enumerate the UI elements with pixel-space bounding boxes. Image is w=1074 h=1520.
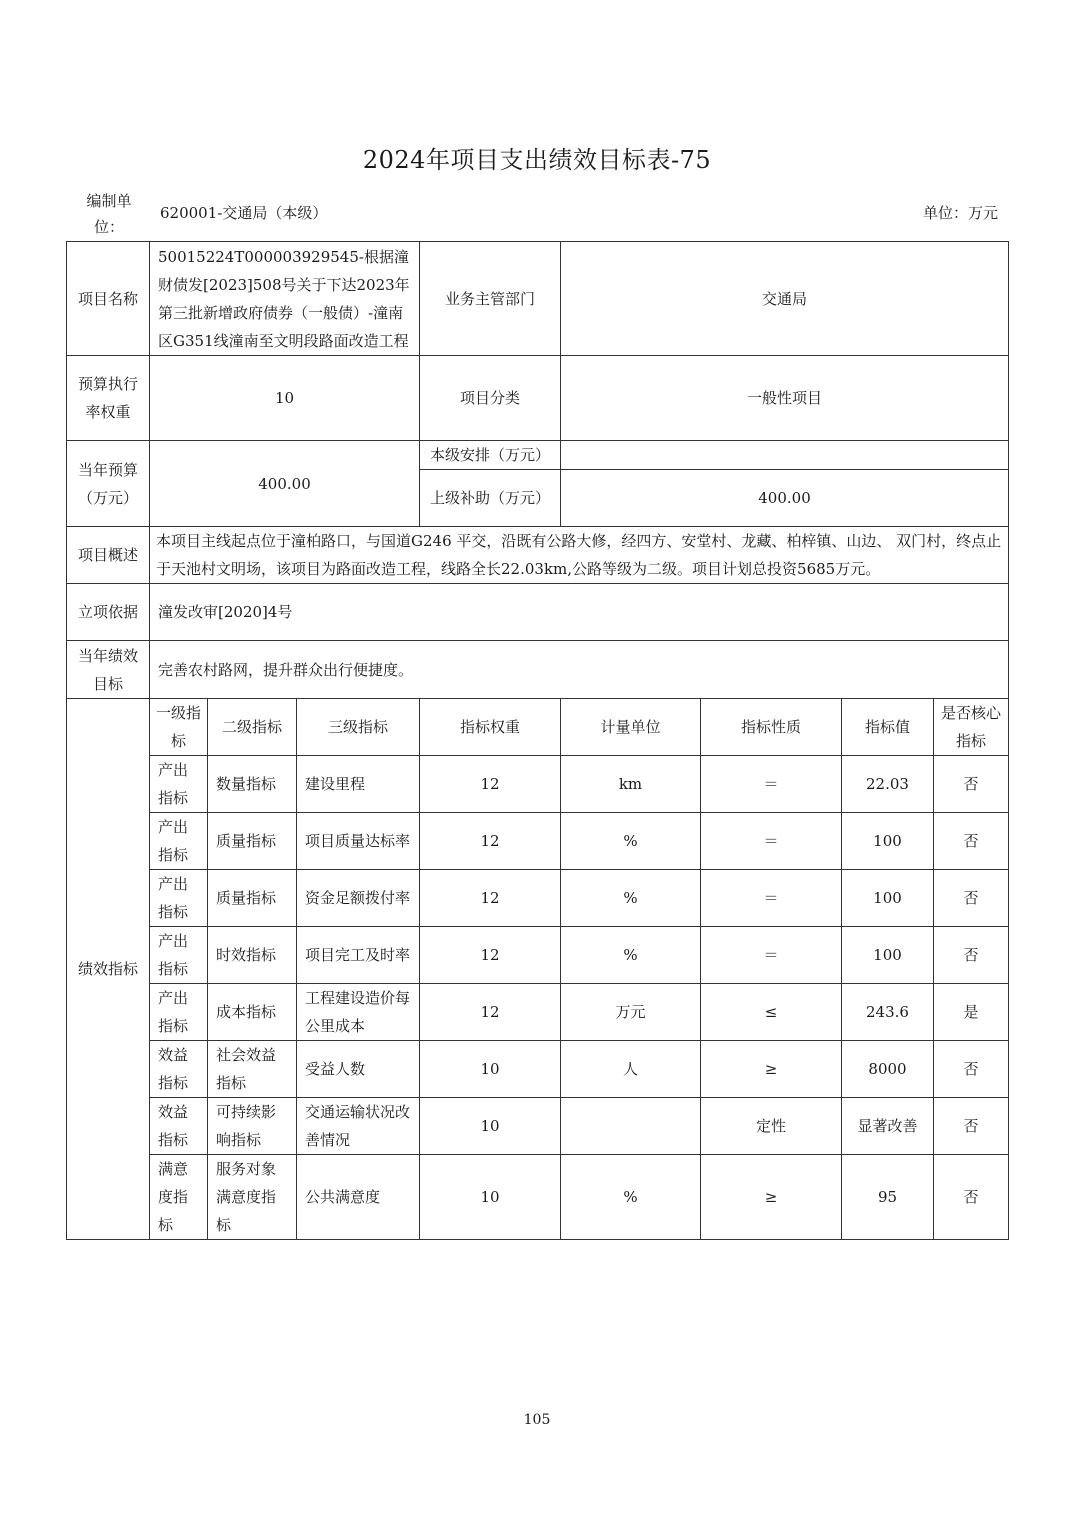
indicator-value: 243.6 (842, 984, 934, 1041)
indicator-l3: 资金足额拨付率 (297, 870, 420, 927)
indicator-value: 95 (842, 1155, 934, 1240)
dept-label: 业务主管部门 (420, 242, 561, 356)
indicator-header: 一级指标 (150, 699, 208, 756)
basis-label: 立项依据 (67, 584, 150, 641)
indicator-l3: 建设里程 (297, 756, 420, 813)
indicator-l1: 产出指标 (150, 870, 208, 927)
indicator-nature: ＝ (701, 813, 842, 870)
indicator-l3: 交通运输状况改善情况 (297, 1098, 420, 1155)
table-row (67, 927, 1009, 984)
indicators-section-label: 绩效指标 (67, 699, 150, 1240)
local-value (561, 441, 1009, 470)
indicator-value: 8000 (842, 1041, 934, 1098)
indicator-header: 指标性质 (701, 699, 842, 756)
indicator-nature: ＝ (701, 756, 842, 813)
indicator-l2: 服务对象满意度指标 (208, 1155, 297, 1240)
indicator-weight: 12 (420, 813, 561, 870)
indicator-core: 否 (934, 927, 1009, 984)
table-row (67, 756, 1009, 813)
goal-label: 当年绩效目标 (67, 641, 150, 699)
indicator-nature: ＝ (701, 870, 842, 927)
compile-unit-value: 620001-交通局（本级） (160, 204, 328, 222)
indicator-weight: 12 (420, 927, 561, 984)
budget-label: 当年预算（万元） (67, 441, 150, 527)
table-row (67, 870, 1009, 927)
indicator-header: 指标权重 (420, 699, 561, 756)
indicator-nature: ≤ (701, 984, 842, 1041)
indicator-weight: 12 (420, 870, 561, 927)
project-name-label: 项目名称 (67, 242, 150, 356)
table-row (67, 1155, 1009, 1240)
indicator-l2: 质量指标 (208, 813, 297, 870)
page-title: 2024年项目支出绩效目标表-75 (362, 146, 712, 174)
indicator-l2: 成本指标 (208, 984, 297, 1041)
indicator-l3: 受益人数 (297, 1041, 420, 1098)
indicator-unit: % (561, 870, 701, 927)
indicator-header: 三级指标 (297, 699, 420, 756)
indicator-value: 100 (842, 927, 934, 984)
category-value: 一般性项目 (561, 356, 1009, 441)
compile-unit-label: 编制单位： (86, 192, 132, 236)
page-number: 105 (523, 1412, 551, 1428)
indicator-header: 是否核心指标 (934, 699, 1009, 756)
indicator-weight: 10 (420, 1041, 561, 1098)
indicator-unit: km (561, 756, 701, 813)
indicator-unit: 万元 (561, 984, 701, 1041)
indicator-l1: 效益指标 (150, 1041, 208, 1098)
indicator-core: 否 (934, 1155, 1009, 1240)
indicator-core: 否 (934, 1041, 1009, 1098)
indicator-nature: ≥ (701, 1041, 842, 1098)
indicator-l2: 数量指标 (208, 756, 297, 813)
indicator-unit: % (561, 927, 701, 984)
indicator-l3: 公共满意度 (297, 1155, 420, 1240)
indicator-l3: 工程建设造价每公里成本 (297, 984, 420, 1041)
indicator-nature: ＝ (701, 927, 842, 984)
upper-value: 400.00 (561, 470, 1009, 527)
indicator-value: 100 (842, 870, 934, 927)
basis-value: 潼发改审[2020]4号 (150, 584, 1009, 641)
weight-label: 预算执行率权重 (67, 356, 150, 441)
indicator-weight: 10 (420, 1098, 561, 1155)
indicator-l1: 满意度指标 (150, 1155, 208, 1240)
indicator-l2: 时效指标 (208, 927, 297, 984)
indicator-l1: 产出指标 (150, 984, 208, 1041)
indicator-unit (561, 1098, 701, 1155)
performance-table (66, 241, 1009, 1240)
indicator-nature: 定性 (701, 1098, 842, 1155)
indicator-l1: 产出指标 (150, 813, 208, 870)
indicator-unit: % (561, 813, 701, 870)
indicator-weight: 12 (420, 984, 561, 1041)
indicator-l3: 项目质量达标率 (297, 813, 420, 870)
indicator-l2: 社会效益指标 (208, 1041, 297, 1098)
local-label: 本级安排（万元） (420, 441, 561, 470)
indicator-unit: 人 (561, 1041, 701, 1098)
indicator-core: 否 (934, 813, 1009, 870)
indicator-nature: ≥ (701, 1155, 842, 1240)
indicator-l2: 可持续影响指标 (208, 1098, 297, 1155)
project-name: 50015224T000003929545-根据潼财债发[2023]508号关于下达2023年第三批新增政府债券（一般债）-潼南区G351线潼南至文明段路面改造工程 (150, 242, 420, 356)
indicator-value: 显著改善 (842, 1098, 934, 1155)
indicator-header: 计量单位 (561, 699, 701, 756)
indicator-l3: 项目完工及时率 (297, 927, 420, 984)
table-row (67, 984, 1009, 1041)
indicator-header: 指标值 (842, 699, 934, 756)
indicator-core: 否 (934, 870, 1009, 927)
indicator-weight: 10 (420, 1155, 561, 1240)
indicator-l1: 产出指标 (150, 756, 208, 813)
indicator-core: 否 (934, 1098, 1009, 1155)
indicator-value: 100 (842, 813, 934, 870)
indicator-value: 22.03 (842, 756, 934, 813)
indicator-header: 二级指标 (208, 699, 297, 756)
indicator-core: 否 (934, 756, 1009, 813)
indicator-l2: 质量指标 (208, 870, 297, 927)
indicator-unit: % (561, 1155, 701, 1240)
indicator-l1: 效益指标 (150, 1098, 208, 1155)
weight-value: 10 (150, 356, 420, 441)
indicator-weight: 12 (420, 756, 561, 813)
overview-label: 项目概述 (67, 527, 150, 584)
goal-value: 完善农村路网，提升群众出行便捷度。 (150, 641, 1009, 699)
dept-value: 交通局 (561, 242, 1009, 356)
budget-value: 400.00 (150, 441, 420, 527)
category-label: 项目分类 (420, 356, 561, 441)
table-row (67, 813, 1009, 870)
table-row (67, 1098, 1009, 1155)
indicator-core: 是 (934, 984, 1009, 1041)
table-row (67, 1041, 1009, 1098)
indicator-l1: 产出指标 (150, 927, 208, 984)
overview-value: 本项目主线起点位于潼柏路口，与国道G246 平交，沿既有公路大修，经四方、安堂村、龙藏、柏梓镇、山边、 双门村，终点止于天池村文明场，该项目为路面改造工程，线路全长22.03km,公路等级为二级。项目计划总投资5685万元。 (150, 527, 1009, 584)
money-unit: 单位：万元 (922, 204, 998, 222)
upper-label: 上级补助（万元） (420, 470, 561, 527)
